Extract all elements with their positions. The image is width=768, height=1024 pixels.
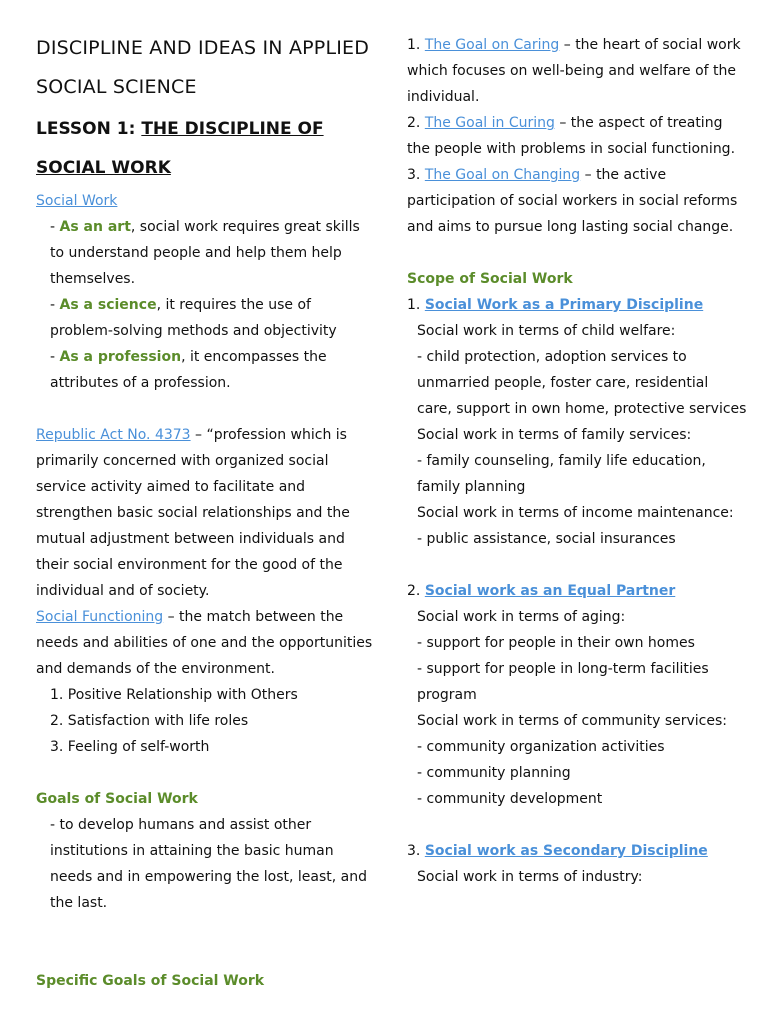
lesson-title: THE DISCIPLINE OF SOCIAL WORK — [36, 119, 324, 178]
goal-curing-link[interactable]: The Goal in Curing — [424, 115, 555, 131]
s2-line-7: - community development — [417, 791, 603, 807]
profession-item: - As a profession, it encompasses the attributes of a profession. — [50, 349, 327, 391]
goal-changing-link[interactable]: The Goal on Changing — [424, 167, 581, 183]
s3-num: 3. — [407, 843, 425, 859]
goal-changing — [407, 162, 747, 240]
scope-heading: Scope of Social Work — [407, 271, 573, 287]
s2-line-1: Social work in terms of aging: — [417, 609, 626, 625]
s2-line-6: - community planning — [417, 765, 571, 781]
scope-2-heading — [407, 578, 747, 604]
scope-2-link[interactable]: Social work as an Equal Partner — [424, 583, 676, 599]
s2-line-2: - support for people in their own homes — [417, 635, 695, 651]
sf-item-1: 1. Positive Relationship with Others — [50, 687, 298, 703]
social-work-heading[interactable] — [36, 188, 376, 214]
s1-line-5: Social work in terms of income maintenance: — [417, 505, 734, 521]
sf-item-3: 3. Feeling of self-worth — [50, 739, 210, 755]
social-work-link[interactable]: Social Work — [36, 193, 118, 209]
goal-curing — [407, 110, 747, 162]
goal2-text: – the aspect of treating the people with problems in social functioning. — [407, 115, 736, 157]
scope-1-link[interactable]: Social Work as a Primary Discipline — [424, 297, 704, 313]
goal2-num: 2. — [407, 115, 425, 131]
scope-3-heading — [407, 838, 747, 864]
republic-act-link[interactable]: Republic Act No. 4373 — [36, 427, 191, 443]
lesson-heading — [36, 110, 376, 188]
specific-goals-heading: Specific Goals of Social Work — [36, 973, 265, 989]
s2-line-3: - support for people in long-term facilities program — [417, 661, 709, 703]
goal-caring — [407, 32, 747, 110]
s1-num: 1. — [407, 297, 425, 313]
s1-line-3: Social work in terms of family services: — [417, 427, 692, 443]
goal-caring-link[interactable]: The Goal on Caring — [424, 37, 560, 53]
document-title: DISCIPLINE AND IDEAS IN APPLIED SOCIAL SCIENCE — [36, 37, 370, 98]
s2-line-5: - community organization activities — [417, 739, 665, 755]
lesson-prefix: LESSON 1: — [36, 119, 142, 139]
art-text: , social work requires great skills to understand people and help them help themselves. — [50, 219, 360, 287]
right-column — [407, 32, 747, 890]
social-functioning-text: – the match between the needs and abilities of one and the opportunities and demands of the environment. — [36, 609, 373, 677]
s1-line-2: - child protection, adoption services to unmarried people, foster care, residential care, support in own home, protective services — [417, 349, 747, 417]
social-functioning-link[interactable]: Social Functioning — [36, 609, 164, 625]
science-item: - As a science, it requires the use of problem-solving methods and objectivity — [50, 297, 337, 339]
s2-num: 2. — [407, 583, 425, 599]
goals-heading: Goals of Social Work — [36, 791, 198, 807]
s1-line-1: Social work in terms of child welfare: — [417, 323, 676, 339]
art-item: - As an art, social work requires great skills to understand people and help them help themselves. — [50, 219, 360, 287]
science-term: As a science — [59, 297, 157, 313]
goals-text: - to develop humans and assist other institutions in attaining the basic human needs and in empowering the lost, least, and the last. — [50, 817, 368, 911]
left-column — [36, 0, 376, 994]
goal1-text: – the heart of social work which focuses on well-being and welfare of the individual. — [407, 37, 741, 105]
scope-3-link[interactable]: Social work as Secondary Discipline — [424, 843, 708, 859]
science-text: , it requires the use of problem-solving methods and objectivity — [50, 297, 337, 339]
sf-item-2: 2. Satisfaction with life roles — [50, 713, 249, 729]
goal3-text: – the active participation of social workers in social reforms and aims to pursue long lasting social change. — [407, 167, 738, 235]
s1-line-6: - public assistance, social insurances — [417, 531, 676, 547]
scope-1-heading — [407, 292, 747, 318]
s3-line-1: Social work in terms of industry: — [417, 869, 643, 885]
art-term: As an art — [59, 219, 131, 235]
profession-text: , it encompasses the attributes of a profession. — [50, 349, 327, 391]
s1-line-4: - family counseling, family life education, family planning — [417, 453, 706, 495]
s2-line-4: Social work in terms of community services: — [417, 713, 727, 729]
profession-term: As a profession — [59, 349, 182, 365]
republic-act-paragraph — [36, 422, 376, 604]
social-functioning-paragraph — [36, 604, 376, 682]
goal1-num: 1. — [407, 37, 425, 53]
republic-act-text: – “profession which is primarily concerned with organized social service activity aimed to facilitate and strengthen basic social relationships and the mutual adjustment between individuals and their social environment for the good of the individual and of society. — [36, 427, 350, 599]
goal3-num: 3. — [407, 167, 425, 183]
